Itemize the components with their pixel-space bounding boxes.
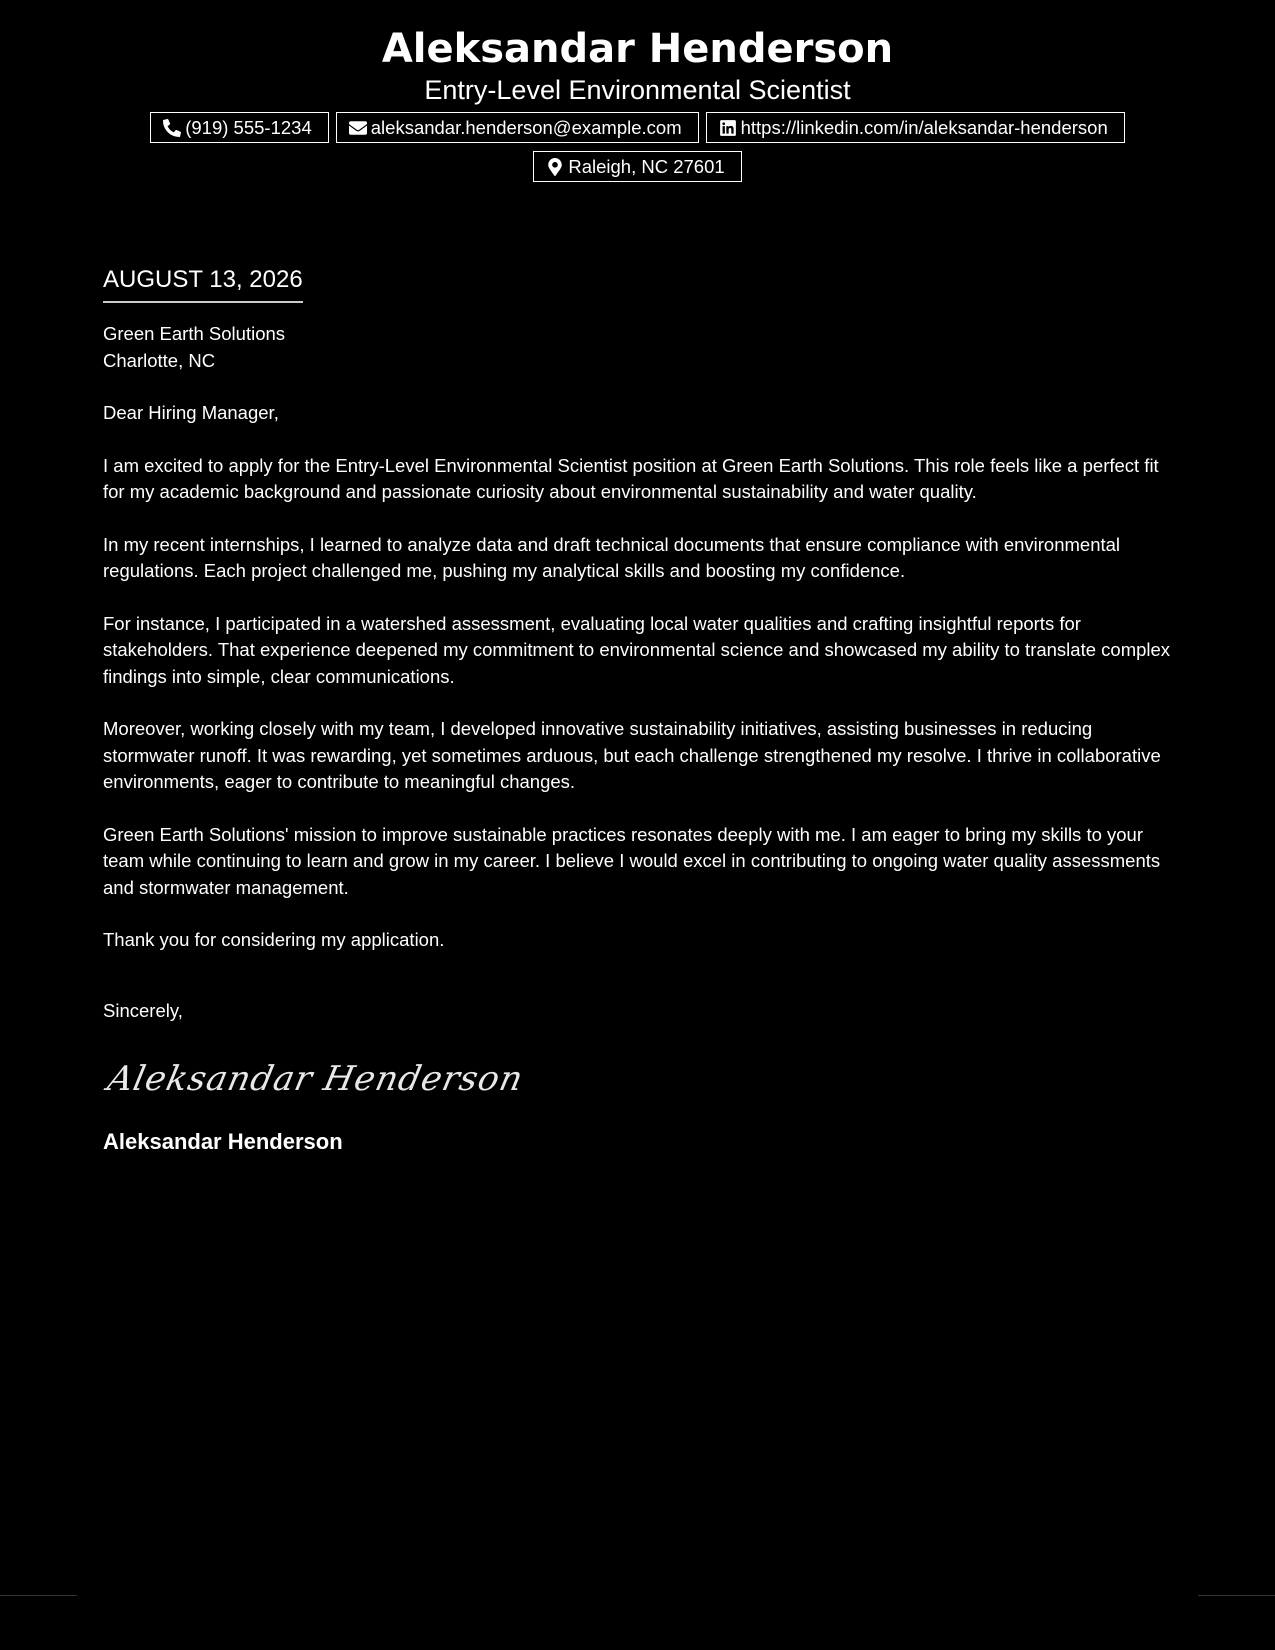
letter-date: AUGUST 13, 2026: [103, 264, 303, 303]
salutation: Dear Hiring Manager,: [103, 402, 279, 423]
location-text: Raleigh, NC 27601: [568, 156, 725, 177]
contact-linkedin[interactable]: [706, 112, 1125, 143]
footer-divider-left: [0, 1595, 77, 1596]
envelope-icon: [349, 119, 367, 137]
contact-list: [118, 112, 1158, 182]
contact-email[interactable]: [336, 112, 699, 143]
handwritten-signature: Aleksandar Henderson: [104, 1059, 528, 1099]
body-paragraph: For instance, I participated in a watershed assessment, evaluating local water qualities and crafting insightful reports for stakeholders. That experience deepened my commitment to environmental science and showcased my ability to translate complex findings into simple, clear communications.: [103, 612, 1171, 687]
phone-number: (919) 555-1234: [185, 117, 312, 138]
closing: Sincerely,: [103, 999, 183, 1021]
recipient-location: Charlotte, NC: [103, 349, 216, 371]
body-paragraph: Green Earth Solutions' mission to improve sustainable practices resonates deeply with me. I am eager to bring my skills to your team while continuing to learn and grow in my career. I believe I would excel in contributing to ongoing water quality assessments and stormwater management.: [103, 823, 1161, 898]
body-paragraph: Thank you for considering my application.: [103, 929, 445, 950]
map-marker-icon: [546, 158, 564, 176]
body-paragraph: In my recent internships, I learned to analyze data and draft technical documents that ensure compliance with environmental regulations. Each project challenged me, pushing my analytical skills and boosting my confidence.: [103, 533, 1121, 581]
phone-icon: [163, 119, 181, 137]
letter-body: [103, 264, 1178, 1156]
applicant-name: Aleksandar Henderson: [381, 26, 894, 72]
body-paragraph: I am excited to apply for the Entry-Level Environmental Scientist position at Green Earth Solutions. This role feels like a perfect fit for my academic background and passionate curiosity about environmental sustainability and water quality.: [103, 454, 1159, 502]
recipient-block: [103, 321, 1178, 374]
signed-name: Aleksandar Henderson: [103, 1129, 343, 1154]
footer-divider-right: [1198, 1595, 1275, 1596]
letter-header: [0, 0, 1275, 182]
applicant-title: Entry-Level Environmental Scientist: [424, 75, 851, 105]
contact-phone[interactable]: [150, 112, 329, 143]
contact-location: [533, 151, 741, 182]
recipient-company: Green Earth Solutions: [103, 323, 286, 344]
email-address: aleksandar.henderson@example.com: [370, 117, 682, 138]
body-paragraph: Moreover, working closely with my team, I developed innovative sustainability initiatives, assisting businesses in reducing stormwater runoff. It was rewarding, yet sometimes arduous, but each challenge strengthened my resolve. I thrive in collaborative environments, eager to contribute to meaningful changes.: [103, 718, 1161, 792]
linkedin-icon: [719, 119, 737, 137]
linkedin-url: https://linkedin.com/in/aleksandar-henderson: [740, 117, 1108, 138]
